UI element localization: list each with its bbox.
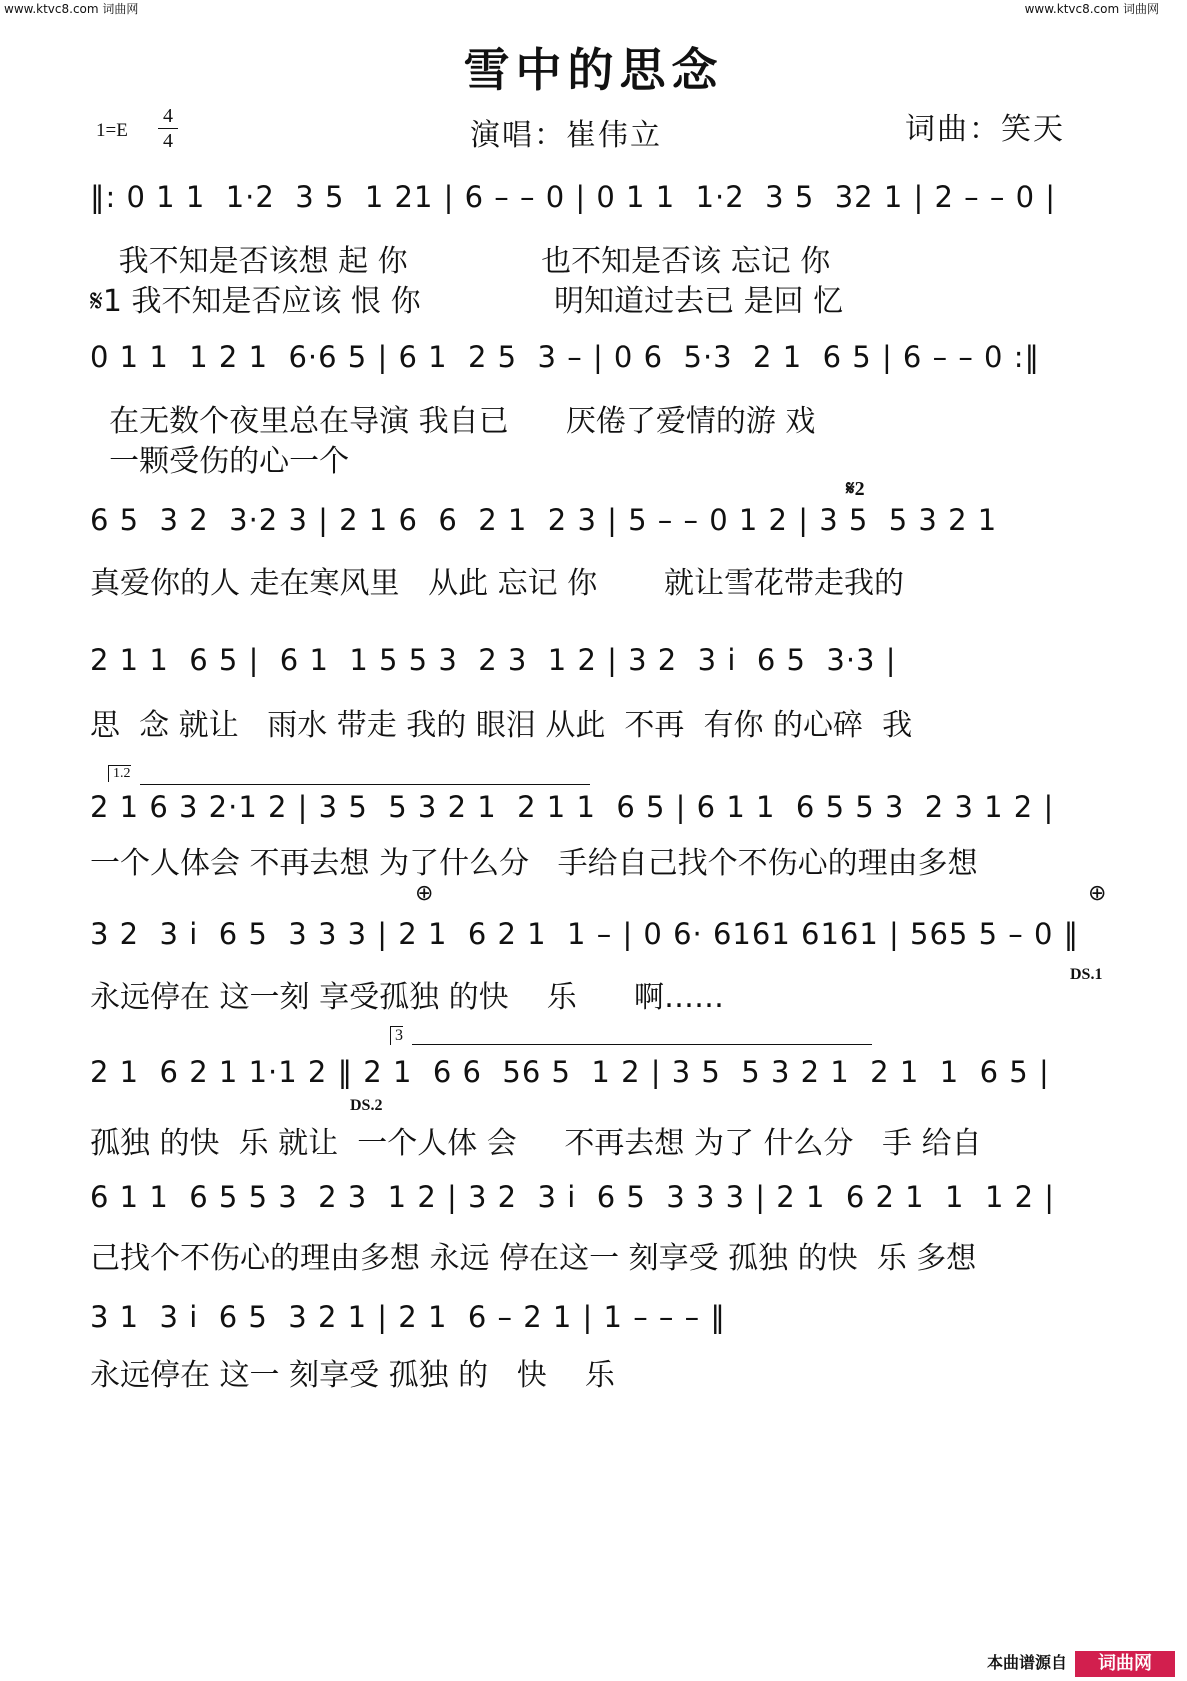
singer-credit: 演唱：崔伟立 [470, 118, 662, 153]
lyric-row-5: 一个人体会 不再去想 为了什么分 手给自己找个不伤心的理由多想 [90, 846, 978, 881]
lyric-row-9: 永远停在 这一 刻享受 孤独 的 快 乐 [90, 1358, 615, 1393]
song-title: 雪中的思念 [463, 43, 724, 97]
volta-3-mark: 3 [390, 1026, 403, 1045]
composer-credit: 词曲：笑天 [905, 112, 1065, 147]
lyric-row-8: 己找个不伤心的理由多想 永远 停在这一 刻享受 孤独 的快 乐 多想 [90, 1241, 977, 1276]
lyric-row-1b: 𝄋1 我不知是否应该 恨 你 明知道过去已 是回 忆 [90, 284, 844, 319]
lyric-row-1a: 我不知是否该想 起 你 也不知是否该 忘记 你 [90, 244, 831, 279]
key-signature: 1=E [96, 120, 128, 141]
volta-1-2-line [140, 784, 590, 785]
time-signature [158, 104, 178, 153]
notation-row-2: 0 1 1 1 2 1 6·6 5 | 6 1 2 5 3 – | 0 6 5·3 2 1 6 5 | 6 – – 0 :‖ [90, 340, 1040, 374]
lyric-row-3: 真爱你的人 走在寒风里 从此 忘记 你 就让雪花带走我的 [90, 566, 904, 601]
notation-row-3: 6 5 3 2 3·2 3 | 2 1 6 6 2 1 2 3 | 5 – – 0 1 2 | 3 5 5 3 2 1 [90, 503, 998, 537]
notation-row-9: 3 1 3 i 6 5 3 2 1 | 2 1 6 – 2 1 | 1 – – – ‖ [90, 1300, 726, 1334]
site-watermark-right: www.ktvc8.com 词曲网 [1024, 2, 1159, 16]
time-sig-bottom: 4 [158, 128, 178, 153]
notation-row-4: 2 1 1 6 5 | 6 1 1 5 5 3 2 3 1 2 | 3 2 3 i 6 5 3·3 | [90, 643, 897, 677]
lyric-row-2b: 一颗受伤的心一个 [90, 444, 350, 479]
notation-row-6: 3 2 3 i 6 5 3 3 3 | 2 1 6 2 1 1 – | 0 6· 6161 6161 | 565 5 – 0 ‖ [90, 917, 1080, 951]
time-sig-top: 4 [163, 105, 173, 127]
volta-1-2-mark: 1.2 [108, 765, 131, 782]
notation-row-5: 2 1 6 3 2·1 2 | 3 5 5 3 2 1 2 1 1 6 5 | 6 1 1 6 5 5 3 2 3 1 2 | [90, 790, 1055, 824]
notation-row-7: 2 1 6 2 1 1·1 2 ‖ 2 1 6 6 56 5 1 2 | 3 5 5 3 2 1 2 1 1 6 5 | [90, 1055, 1050, 1089]
site-watermark-left: www.ktvc8.com 词曲网 [4, 2, 139, 16]
volta-3-line [412, 1044, 872, 1045]
ds1-mark: DS.1 [1070, 966, 1103, 983]
notation-row-8: 6 1 1 6 5 5 3 2 3 1 2 | 3 2 3 i 6 5 3 3 3 | 2 1 6 2 1 1 1 2 | [90, 1180, 1056, 1214]
coda-mark-1: ⊕ [415, 880, 434, 905]
lyric-row-6: 永远停在 这一刻 享受孤独 的快 乐 啊…… [90, 980, 724, 1015]
lyric-row-7: 孤独 的快 乐 就让 一个人体 会 不再去想 为了 什么分 手 给自 [90, 1126, 982, 1161]
coda-mark-2: ⊕ [1088, 880, 1107, 905]
ds2-mark: DS.2 [350, 1097, 383, 1114]
notation-row-1: ‖: 0 1 1 1·2 3 5 1 21 | 6 – – 0 | 0 1 1 1·2 3 5 32 1 | 2 – – 0 | [90, 180, 1057, 214]
lyric-row-4: 思 念 就让 雨水 带走 我的 眼泪 从此 不再 有你 的心碎 我 [90, 708, 913, 743]
site-logo: 词曲网 [1075, 1651, 1175, 1677]
segno-2-mark: 𝄋2 [846, 478, 865, 500]
source-footer: 本曲谱源自 [986, 1653, 1067, 1672]
lyric-row-2a: 在无数个夜里总在导演 我自已 厌倦了爱情的游 戏 [90, 404, 816, 439]
